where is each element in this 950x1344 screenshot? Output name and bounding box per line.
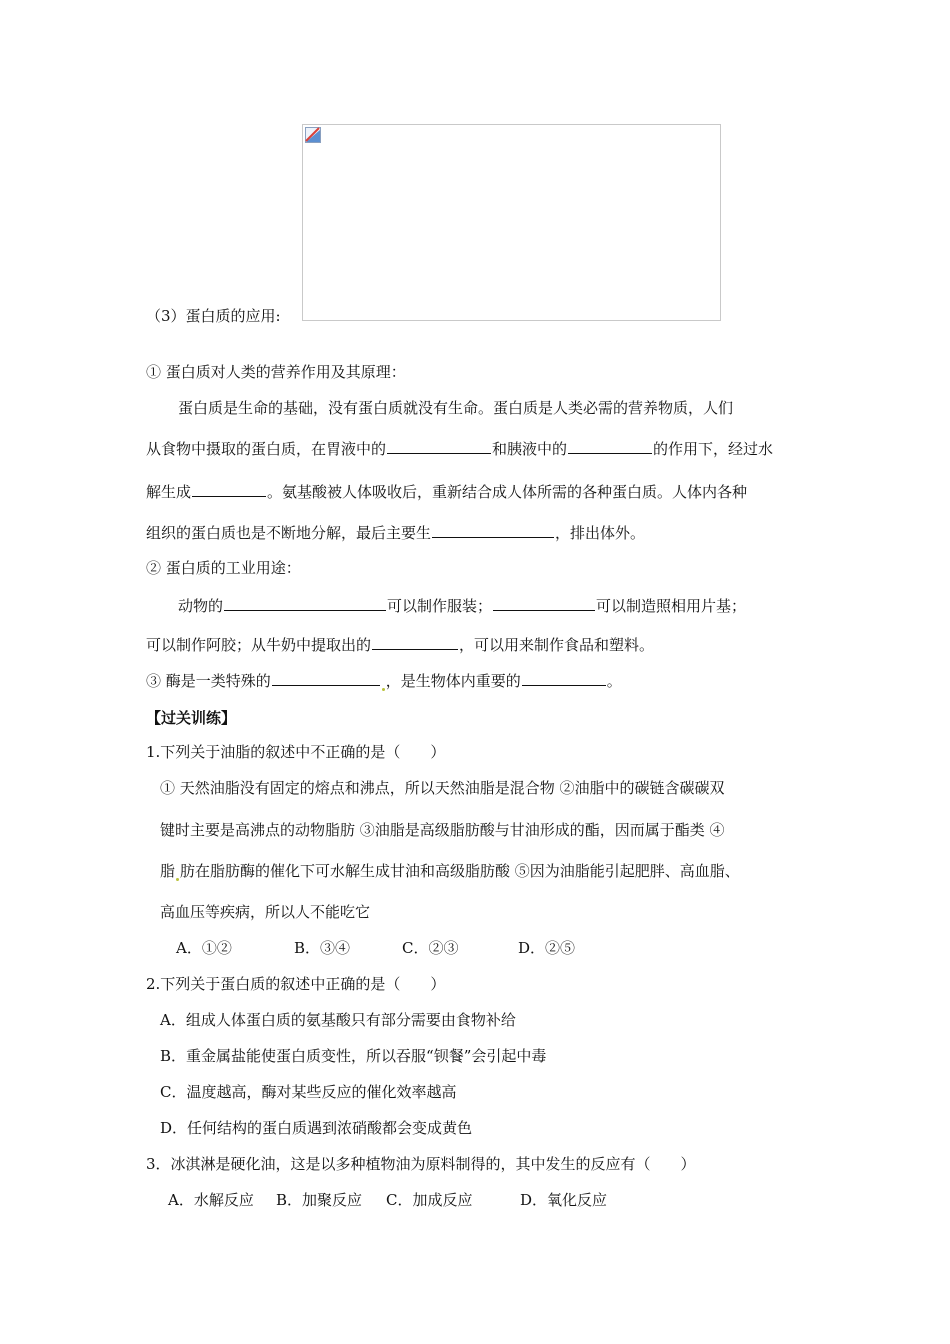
answer-blank[interactable]	[224, 595, 386, 611]
q1-stem: 1.下列关于油脂的叙述中不正确的是（ ）	[146, 743, 446, 761]
answer-blank[interactable]	[493, 595, 595, 611]
q1-line-3b: 肪在脂肪酶的催化下可水解生成甘油和高级脂肪酸 ⑤因为油脂能引起肥胖、高血脂、	[180, 862, 740, 880]
q2-option-a[interactable]: A．组成人体蛋白质的氨基酸只有部分需要由食物补给	[160, 1011, 516, 1029]
nutrition-line-4a: 组织的蛋白质也是不断地分解，最后主要生	[146, 524, 432, 542]
q2-option-c[interactable]: C．温度越高，酶对某些反应的催化效率越高	[160, 1083, 457, 1101]
industry-line-2	[146, 634, 654, 655]
nutrition-line-1: 蛋白质是生命的基础，没有蛋白质就没有生命。蛋白质是人类必需的营养物质，人们	[178, 399, 734, 417]
answer-blank[interactable]	[192, 481, 266, 497]
q1-line-3a: 脂	[160, 862, 176, 880]
answer-blank[interactable]	[372, 634, 458, 650]
q2-stem: 2.下列关于蛋白质的叙述中正确的是（ ）	[146, 975, 446, 993]
section-title: 【过关训练】	[146, 709, 237, 727]
enzyme-line-a: ③ 酶是一类特殊的	[146, 672, 271, 690]
nutrition-line-4	[146, 522, 645, 543]
industry-line-2a: 可以制作阿胶；从牛奶中提取出的	[146, 636, 372, 654]
section-3-label: （3）蛋白质的应用:	[146, 307, 281, 325]
q3-options	[168, 1190, 607, 1210]
mark-dot	[382, 688, 385, 691]
q1-option-c[interactable]: C．②③	[402, 939, 459, 957]
q1-line-1: ① 天然油脂没有固定的熔点和沸点，所以天然油脂是混合物 ②油脂中的碳链含碳碳双	[160, 779, 725, 797]
answer-blank[interactable]	[272, 670, 380, 686]
q1-line-3	[160, 861, 740, 881]
q2-option-b[interactable]: B．重金属盐能使蛋白质变性，所以吞服“钡餐”会引起中毒	[160, 1047, 547, 1065]
nutrition-line-3	[146, 481, 747, 502]
q3-option-d[interactable]: D．氧化反应	[520, 1191, 608, 1209]
nutrition-line-3b: 。氨基酸被人体吸收后，重新结合成人体所需的各种蛋白质。人体内各种	[267, 483, 748, 501]
nutrition-line-2b: 和胰液中的	[492, 440, 568, 458]
industry-title: ② 蛋白质的工业用途：	[146, 559, 301, 577]
industry-line-2b: ，可以用来制作食品和塑料。	[459, 636, 655, 654]
industry-line-1c: 可以制造照相用片基；	[596, 597, 747, 615]
nutrition-line-2c: 的作用下，经过水	[653, 440, 774, 458]
broken-image-icon	[305, 127, 321, 143]
answer-blank[interactable]	[522, 670, 606, 686]
answer-blank[interactable]	[432, 522, 554, 538]
image-placeholder	[302, 124, 721, 321]
q3-option-c[interactable]: C．加成反应	[386, 1191, 473, 1209]
enzyme-line-c: 。	[606, 672, 622, 690]
answer-blank[interactable]	[568, 438, 652, 454]
q3-option-a[interactable]: A．水解反应	[168, 1191, 254, 1209]
q2-option-d[interactable]: D．任何结构的蛋白质遇到浓硝酸都会变成黄色	[160, 1119, 473, 1137]
nutrition-line-2	[146, 438, 773, 459]
q1-line-2: 键时主要是高沸点的动物脂肪 ③油脂是高级脂肪酸与甘油形成的酯，因而属于酯类 ④	[160, 821, 725, 839]
industry-line-1a: 动物的	[178, 597, 224, 615]
q1-option-a[interactable]: A．①②	[176, 939, 232, 957]
q1-option-d[interactable]: D．②⑤	[518, 939, 576, 957]
nutrition-title: ① 蛋白质对人类的营养作用及其原理：	[146, 363, 406, 381]
enzyme-line	[146, 670, 622, 691]
enzyme-line-b: ，是生物体内重要的	[385, 672, 521, 690]
industry-line-1	[178, 595, 746, 616]
q3-stem: 3．冰淇淋是硬化油，这是以多种植物油为原料制得的，其中发生的反应有（ ）	[146, 1155, 696, 1173]
nutrition-line-4b: ，排出体外。	[555, 524, 646, 542]
answer-blank[interactable]	[387, 438, 491, 454]
nutrition-line-2a: 从食物中摄取的蛋白质，在胃液中的	[146, 440, 387, 458]
q3-option-b[interactable]: B．加聚反应	[276, 1191, 363, 1209]
q1-option-b[interactable]: B．③④	[294, 939, 351, 957]
q1-options	[176, 938, 575, 958]
industry-line-1b: 可以制作服装；	[387, 597, 493, 615]
q1-line-4: 高血压等疾病，所以人不能吃它	[160, 903, 371, 921]
nutrition-line-3a: 解生成	[146, 483, 192, 501]
mark-dot	[176, 878, 179, 881]
